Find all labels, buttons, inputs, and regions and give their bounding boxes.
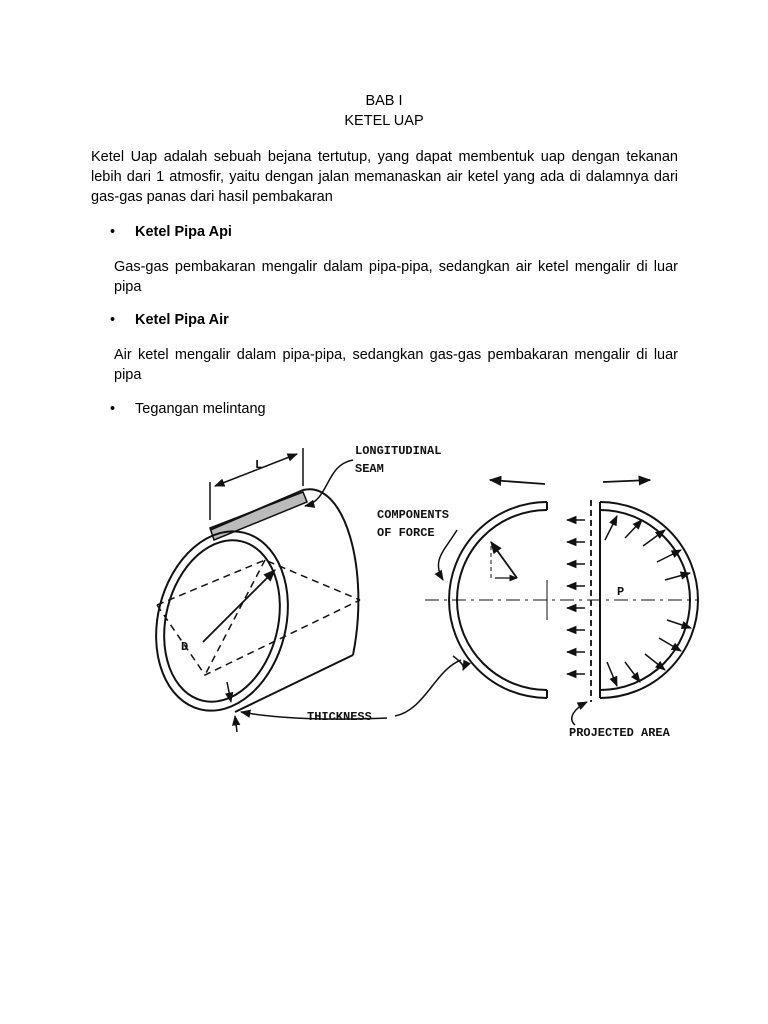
ketel-pipa-air-description: Air ketel mengalir dalam pipa-pipa, sedangkan gas-gas pembakaran mengalir di luar pipa — [114, 347, 678, 383]
projected-pressure-arrows — [567, 520, 585, 674]
chapter-title: KETEL UAP — [344, 113, 424, 129]
seam-label-line1: LONGITUDINAL — [355, 444, 442, 458]
cylinder-drawing — [138, 489, 359, 725]
force-leader — [438, 530, 457, 580]
seam-label-line2: SEAM — [355, 462, 384, 476]
force-resultant-arrow — [491, 542, 517, 578]
force-label-line2: OF FORCE — [377, 526, 435, 540]
seam-leader — [305, 460, 353, 506]
cylinder-back-arc — [303, 489, 358, 655]
bullet-dot: • — [110, 312, 116, 328]
length-label: L — [255, 458, 263, 472]
chapter-number: BAB I — [365, 93, 403, 109]
front-ring-outer — [138, 517, 306, 725]
projected-area-leader — [572, 702, 587, 725]
bullet-dot: • — [110, 224, 116, 240]
pressure-label: P — [617, 585, 625, 599]
cylinder-bottom-edge — [235, 655, 353, 712]
diameter-label: D — [181, 640, 189, 654]
ketel-pipa-api-description: Gas-gas pembakaran mengalir dalam pipa-pipa, sedangkan air ketel mengalir di luar pipa — [114, 259, 678, 295]
thickness-leader-right — [395, 660, 461, 716]
cylinder-stress-figure — [135, 420, 725, 750]
force-label-line1: COMPONENTS — [377, 508, 450, 522]
bullet-heading: Ketel Pipa Api — [135, 224, 232, 240]
pull-arrow-left — [490, 480, 545, 484]
bullet-heading: Tegangan melintang — [135, 401, 266, 417]
thickness-label: THICKNESS — [307, 710, 372, 724]
cylinder-stress-diagram — [135, 420, 725, 750]
bullet-dot: • — [110, 401, 116, 417]
intro-paragraph: Ketel Uap adalah sebuah bejana tertutup, yang dapat membentuk uap dengan tekanan lebih dari 1 atmosfir, yaitu dengan jalan memanaskan air ketel yang ada di dalamnya dari gas-gas panas dari hasil pembakaran — [91, 149, 678, 205]
cylinder-hidden-lines — [157, 560, 360, 675]
pull-arrow-right — [603, 480, 650, 482]
projected-area-label: PROJECTED AREA — [569, 726, 670, 740]
bullet-heading: Ketel Pipa Air — [135, 312, 229, 328]
thickness-tick-bottom — [235, 716, 237, 732]
